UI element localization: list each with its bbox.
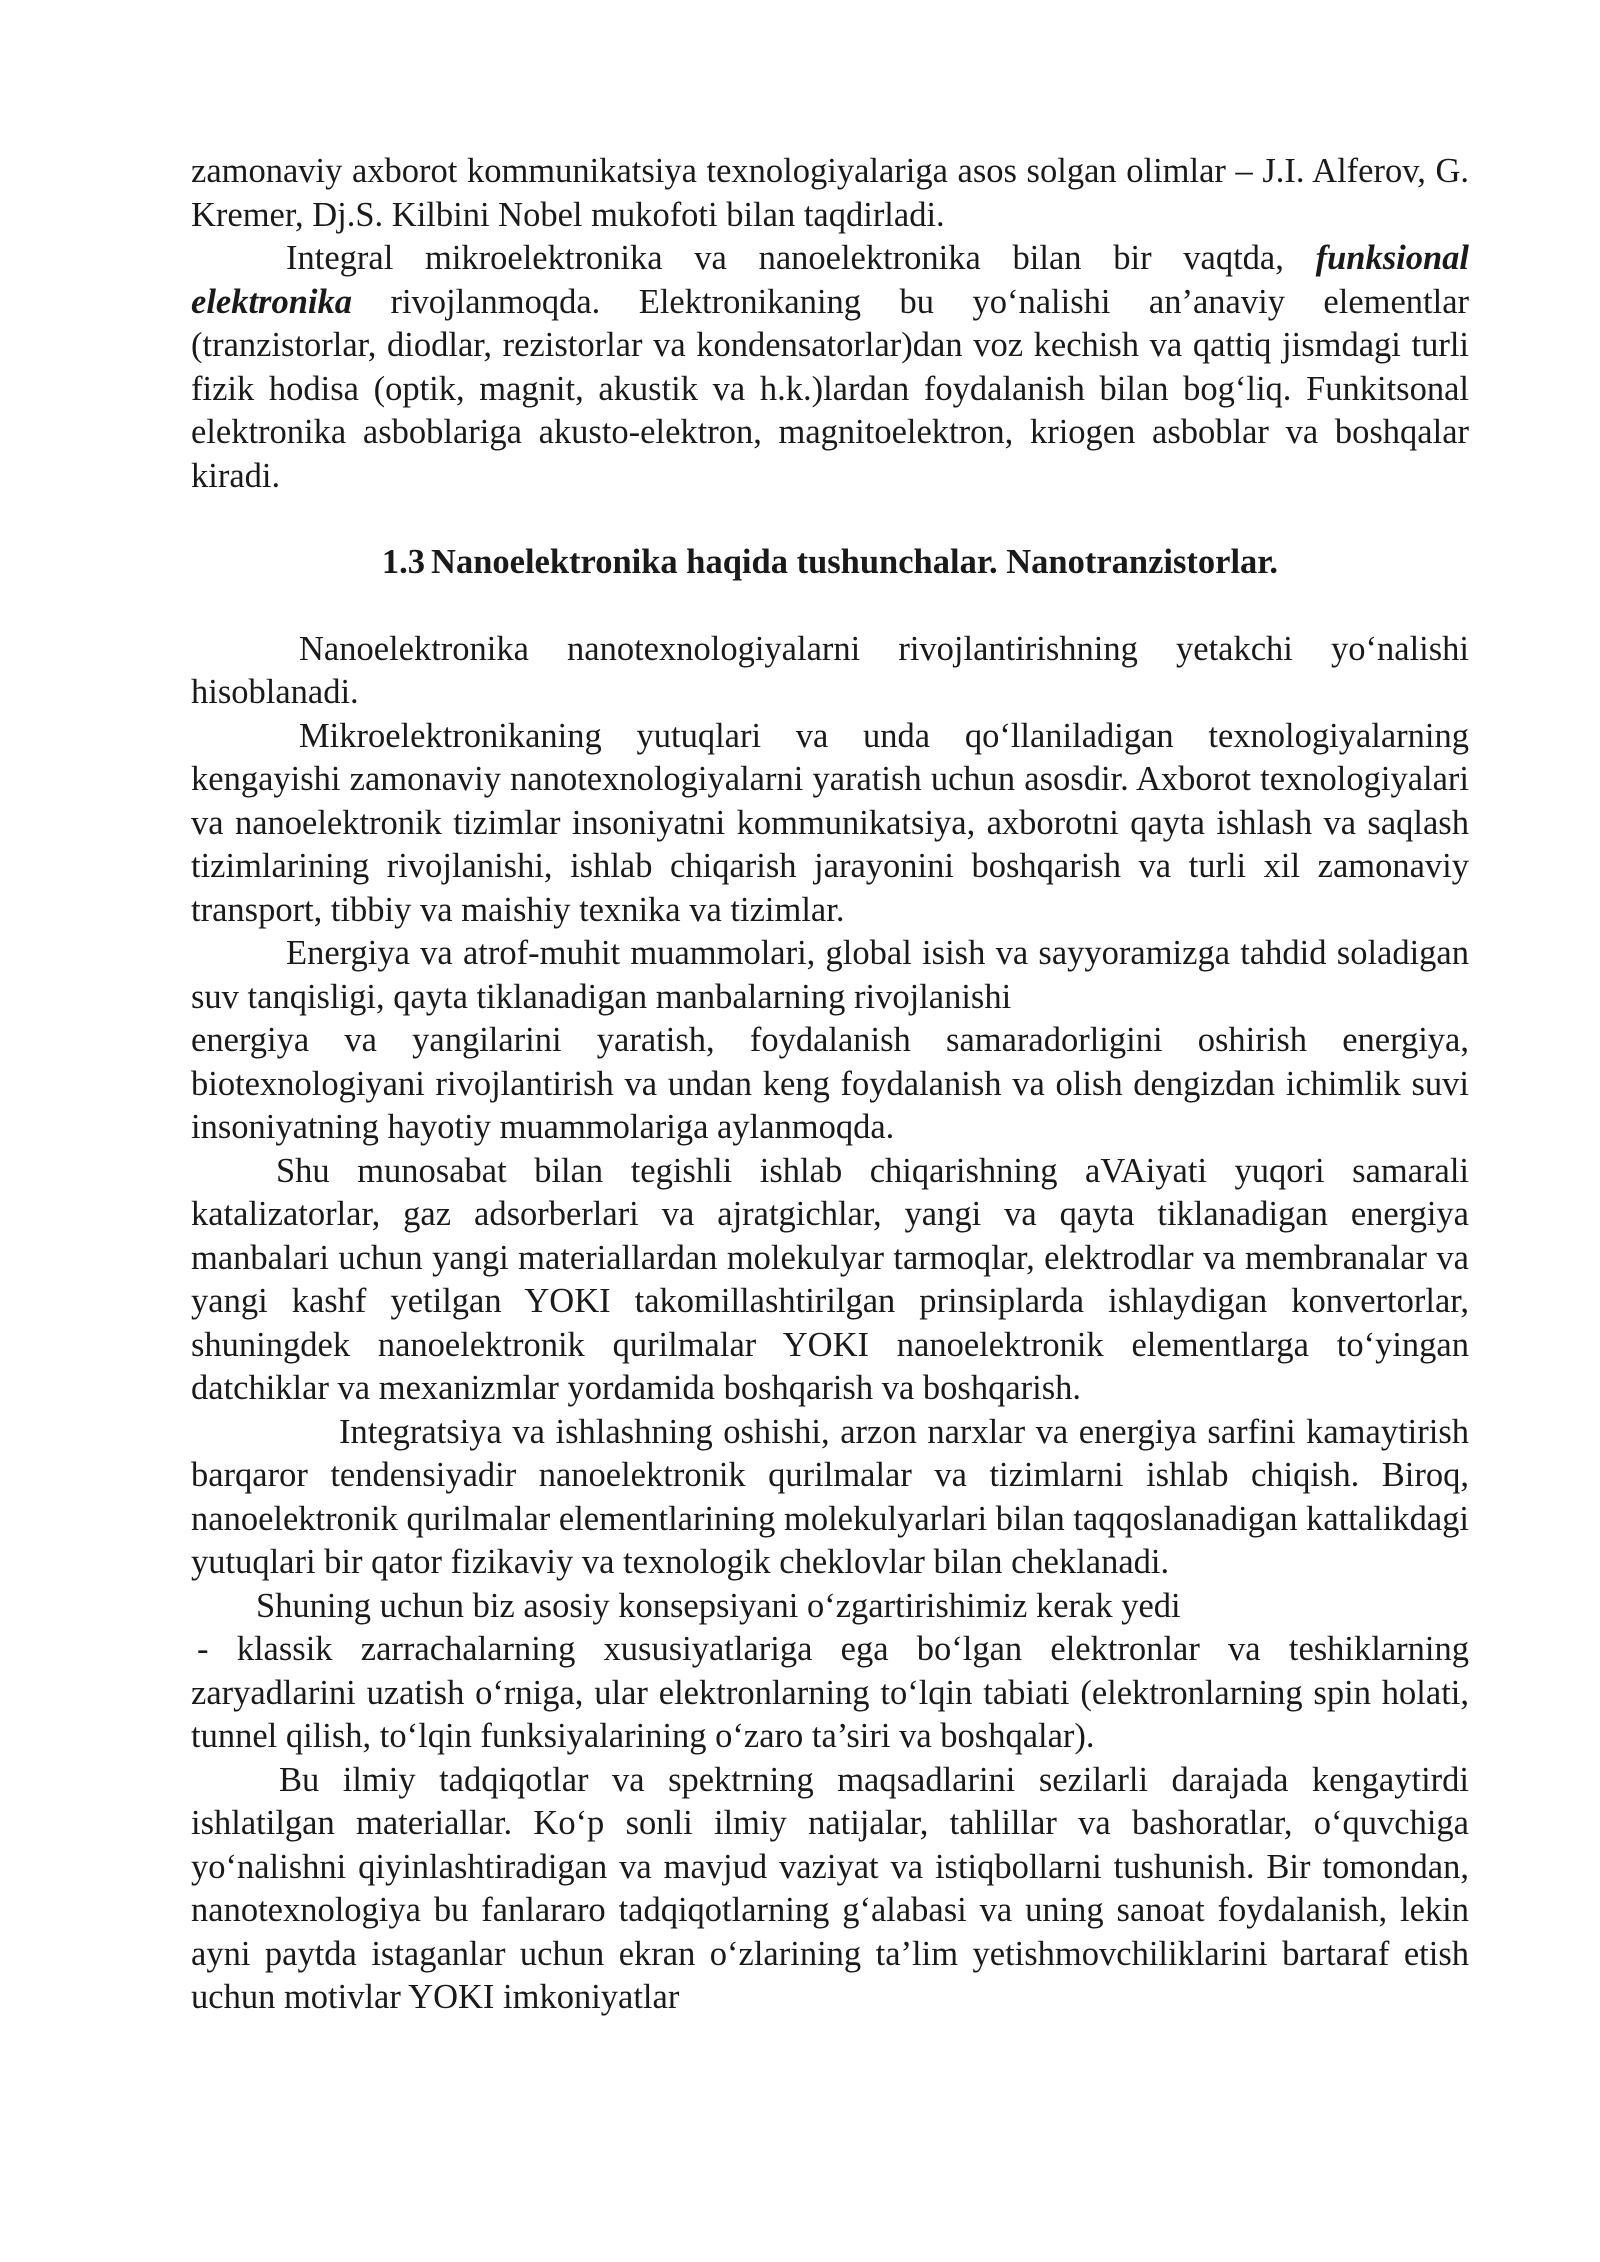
emphasis-term: funksional elektronika bbox=[191, 239, 1469, 321]
paragraph-text: rivojlanmoqda. Elektronikaning bu yo‘nalishi an’anaviy elementlar (tranzistorlar, diodlar, rezistorlar va kondensatorlar)dan voz kechish va qattiq jismdagi turli fizik hodisa (optik, magnit, akustik va h.k.)lardan foydalanish bilan bog‘liq. Funkitsonal elektronika asboblariga akusto-elektron, magnitoelektron, kriogen asboblar va boshqalar kiradi. bbox=[191, 282, 1469, 495]
paragraph: energiya va yangilarini yaratish, foydalanish samaradorligini oshirish energiya, biotexnologiyani rivojlantirish va undan keng foydalanish va olish dengizdan ichimlik suvi insoniyatning hayotiy muammolariga aylanmoqda. bbox=[191, 1021, 1469, 1146]
paragraph: Integratsiya va ishlashning oshishi, arzon narxlar va energiya sarfini kamaytirish barqaror tendensiyadir nanoelektronik qurilmalar va tizimlarni ishlab chiqish. Biroq, nanoelektronik qurilmalar elementlarining molekulyarlari bilan taqqoslanadigan kattalikdagi yutuqlari bir qator fizikaviy va texnologik cheklovlar bilan cheklanadi. bbox=[191, 1412, 1469, 1581]
section-number: 1.3 bbox=[381, 543, 426, 581]
paragraph: zamonaviy axborot kommunikatsiya texnologiyalariga asos solgan olimlar – J.I. Alferov, G. Kremer, Dj.S. Kilbini Nobel mukofoti bilan taqdirladi. bbox=[191, 152, 1469, 234]
paragraph: Nanoelektronika nanotexnologiyalarni rivojlantirishning yetakchi yo‘nalishi hisoblanadi. bbox=[191, 629, 1469, 711]
document-page bbox=[191, 150, 1469, 2020]
paragraph: Shu munosabat bilan tegishli ishlab chiqarishning aVAiyati yuqori samarali katalizatorlar, gaz adsorberlari va ajratgichlar, yangi va qayta tiklanadigan energiya manbalari uchun yangi materiallardan molekulyar tarmoqlar, elektrodlar va membranalar va yangi kashf yetilgan YOKI takomillashtirilgan prinsiplarda ishlaydigan konvertorlar, shuningdek nanoelektronik qurilmalar YOKI nanoelektronik elementlarga to‘yingan datchiklar va mexanizmlar yordamida boshqarish va boshqarish. bbox=[191, 1151, 1469, 1407]
paragraph: Mikroelektronikaning yutuqlari va unda qo‘llaniladigan texnologiyalarning kengayishi zamonaviy nanotexnologiyalarni yaratish uchun asosdir. Axborot texnologiyalari va nanoelektronik tizimlar insoniyatni kommunikatsiya, axborotni qayta ishlash va saqlash tizimlarining rivojlanishi, ishlab chiqarish jarayonini boshqarish va turli xil zamonaviy transport, tibbiy va maishiy texnika va tizimlar. bbox=[191, 716, 1469, 929]
paragraph bbox=[191, 237, 1469, 498]
section-heading bbox=[191, 541, 1469, 585]
paragraph: Energiya va atrof-muhit muammolari, global isish va sayyoramizga tahdid soladigan suv tanqisligi, qayta tiklanadigan manbalarning rivojlanishi bbox=[191, 934, 1469, 1016]
paragraph: Shuning uchun biz asosiy konsepsiyani o‘zgartirishimiz kerak yedi bbox=[256, 1586, 1181, 1625]
section-title: Nanoelektronika haqida tushunchalar. Nanotranzistorlar. bbox=[431, 543, 1279, 581]
paragraph: - klassik zarrachalarning xususiyatlariga ega bo‘lgan elektronlar va teshiklarning zaryadlarini uzatish o‘rniga, ular elektronlarning to‘lqin tabiati (elektronlarning spin holati, tunnel qilish, to‘lqin funksiyalarining o‘zaro ta’siri va boshqalar). bbox=[191, 1630, 1469, 1755]
paragraph: Bu ilmiy tadqiqotlar va spektrning maqsadlarini sezilarli darajada kengaytirdi ishlatilgan materiallar. Ko‘p sonli ilmiy natijalar, tahlillar va bashoratlar, o‘quvchiga yo‘nalishni qiyinlashtiradigan va mavjud vaziyat va istiqbollarni tushunish. Bir tomondan, nanotexnologiya bu fanlararo tadqiqotlarning g‘alabasi va uning sanoat foydalanish, lekin ayni paytda istaganlar uchun ekran o‘zlarining ta’lim yetishmovchiliklarini bartaraf etish uchun motivlar YOKI imkoniyatlar bbox=[191, 1760, 1469, 2016]
paragraph-text: Integral mikroelektronika va nanoelektronika bilan bir vaqtda, bbox=[286, 239, 1316, 277]
